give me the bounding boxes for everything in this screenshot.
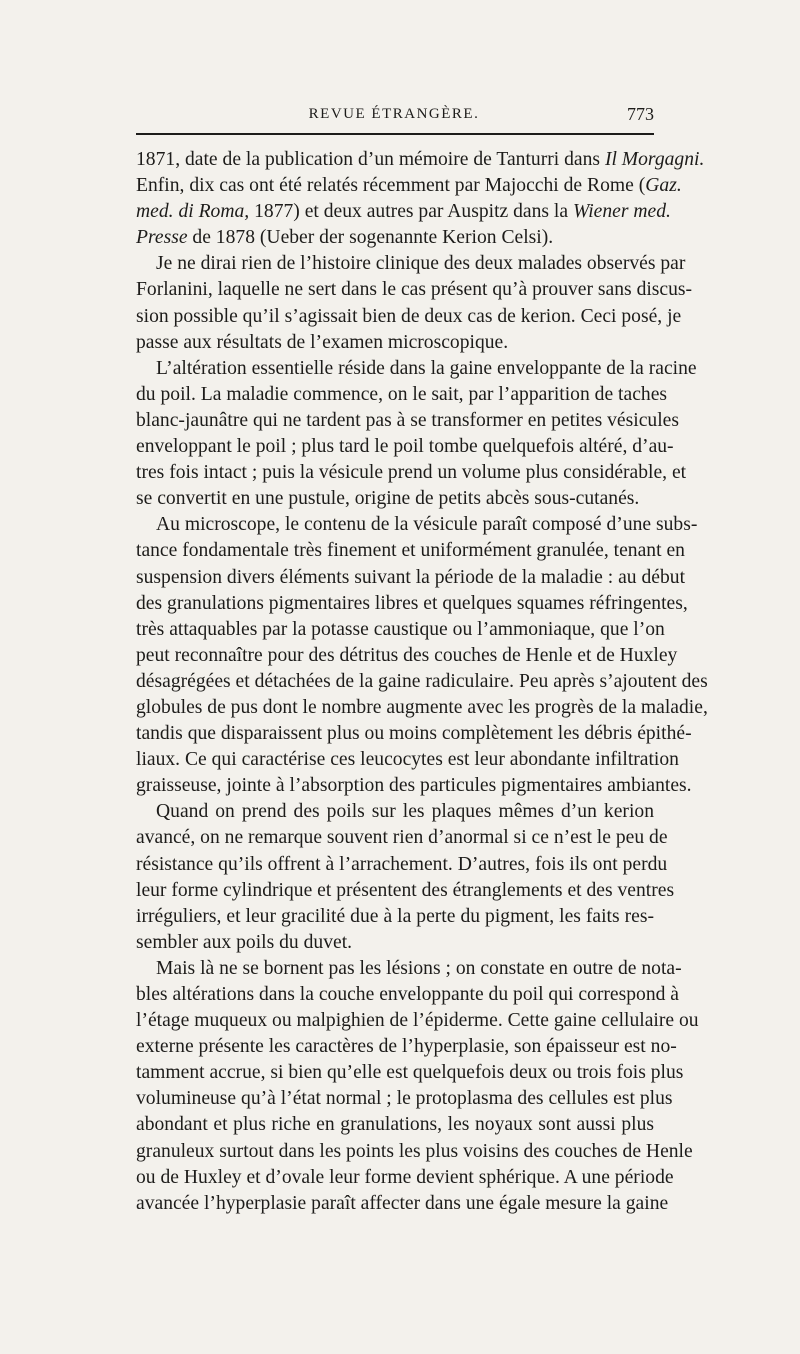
- text-line: [136, 617, 665, 643]
- text-line: [136, 930, 654, 956]
- text-run: avancé, on ne remarque souvent rien d’anormal si ce n’est le peu de: [136, 827, 668, 849]
- text-line: [136, 1112, 654, 1138]
- text-run: peut reconnaître pour des détritus des couches de Henle et de Huxley: [136, 644, 678, 666]
- text-run: des granulations pigmentaires libres et quelques squames réfringentes,: [136, 592, 688, 614]
- text-line: [136, 643, 678, 669]
- text-line: [136, 904, 654, 930]
- text-run: Quand on prend des poils sur les plaques mêmes d’un kerion: [156, 801, 654, 823]
- text-run: Au microscope, le contenu de la vésicule paraît composé d’une subs-: [156, 514, 698, 536]
- text-line: [136, 304, 682, 330]
- text-run: globules de pus dont le nombre augmente avec les progrès de la maladie,: [136, 696, 708, 718]
- body-text: [136, 147, 708, 1217]
- text-line: [136, 356, 697, 382]
- text-run: Mais là ne se bornent pas les lésions ; on constate en outre de nota-: [156, 957, 682, 979]
- text-run: tance fondamentale très finement et uniformément granulée, tenant en: [136, 540, 685, 562]
- text-line: [136, 1060, 684, 1086]
- text-line: [136, 695, 708, 721]
- paragraph: [136, 956, 699, 1217]
- page-number: 773: [627, 104, 654, 124]
- text-run: graisseuse, jointe à l’absorption des particules pigmentaires ambiantes.: [136, 775, 692, 797]
- text-run: volumineuse qu’à l’état normal ; le protoplasma des cellules est plus: [136, 1088, 673, 1110]
- text-run: de 1878 (Ueber der sogenannte Kerion Celsi).: [187, 227, 554, 249]
- text-line: [136, 1191, 669, 1217]
- text-run: Enfin, dix cas ont été relatés récemment par Majocchi de Rome (: [136, 175, 646, 197]
- text-run: abondant et plus riche en granulations, les noyaux sont aussi plus: [136, 1114, 654, 1136]
- text-line: [136, 878, 675, 904]
- text-run: granuleux surtout dans les points les plus voisins des couches de Henle: [136, 1140, 693, 1162]
- text-run: enveloppant le poil ; plus tard le poil tombe quelquefois altéré, d’au-: [136, 436, 674, 458]
- text-run: sembler aux poils du duvet.: [136, 931, 353, 953]
- running-title: REVUE ÉTRANGÈRE.: [308, 106, 480, 122]
- text-run: très attaquables par la potasse caustique ou l’ammoniaque, que l’on: [136, 618, 665, 640]
- text-line: [136, 1165, 674, 1191]
- text-run: irréguliers, et leur gracilité due à la perte du pigment, les faits res-: [136, 905, 654, 927]
- text-run: désagrégées et détachées de la gaine radiculaire. Peu après s’ajoutent des: [136, 670, 708, 692]
- text-run: tres fois intact ; puis la vésicule prend un volume plus considérable, et: [136, 462, 687, 484]
- text-run: blanc-jaunâtre qui ne tardent pas à se transformer en petites vésicules: [136, 409, 679, 431]
- text-line: [136, 460, 687, 486]
- italic-text: Gaz.: [645, 175, 682, 197]
- text-line: [136, 852, 668, 878]
- text-line: [136, 825, 668, 851]
- text-line: [136, 486, 654, 512]
- italic-text: Wiener med.: [572, 201, 671, 223]
- text-line: [136, 747, 679, 773]
- text-run: 1871, date de la publication d’un mémoire de Tanturri dans: [136, 149, 605, 170]
- text-line: [136, 565, 686, 591]
- text-line: [136, 225, 654, 251]
- text-line: [136, 382, 668, 408]
- text-run: sion possible qu’il s’agissait bien de deux cas de kerion. Ceci posé, je: [136, 305, 682, 327]
- text-line: [136, 1086, 673, 1112]
- text-line: [136, 434, 674, 460]
- text-run: Je ne dirai rien de l’histoire clinique des deux malades observés par: [156, 253, 686, 275]
- text-run: avancée l’hyperplasie paraît affecter dans une égale mesure la gaine: [136, 1192, 669, 1214]
- paragraph: [136, 512, 708, 799]
- text-line: [136, 251, 686, 277]
- text-run: leur forme cylindrique et présentent des étranglements et des ventres: [136, 879, 675, 901]
- text-line: [136, 1034, 677, 1060]
- text-line: [136, 147, 705, 173]
- paragraph: [136, 251, 693, 355]
- italic-text: Presse: [136, 227, 188, 249]
- text-line: [136, 408, 679, 434]
- text-line: [136, 512, 698, 538]
- paragraph: [136, 799, 675, 956]
- text-run: suspension divers éléments suivant la période de la maladie : au début: [136, 566, 686, 588]
- text-run: externe présente les caractères de l’hyperplasie, son épaisseur est no-: [136, 1036, 677, 1058]
- text-run: Forlanini, laquelle ne sert dans le cas présent qu’à prouver sans discus-: [136, 279, 693, 301]
- text-line: [136, 538, 685, 564]
- text-line: [136, 721, 692, 747]
- text-run: 1877) et deux autres par Auspitz dans la: [249, 201, 573, 223]
- text-run: liaux. Ce qui caractérise ces leucocytes est leur abondante infiltration: [136, 749, 679, 771]
- text-line: [136, 1008, 699, 1034]
- page-header: [134, 104, 654, 130]
- text-run: bles altérations dans la couche enveloppante du poil qui correspond à: [136, 984, 680, 1005]
- text-line: [136, 1139, 693, 1165]
- header-rule: [136, 133, 654, 135]
- text-line: [136, 330, 654, 356]
- text-run: l’étage muqueux ou malpighien de l’épiderme. Cette gaine cellulaire ou: [136, 1010, 699, 1032]
- text-run: ou de Huxley et d’ovale leur forme devient sphérique. A une période: [136, 1166, 674, 1188]
- text-line: [136, 773, 692, 799]
- text-line: [136, 199, 671, 225]
- text-run: résistance qu’ils offrent à l’arrachement. D’autres, fois ils ont perdu: [136, 853, 668, 875]
- text-line: [136, 799, 654, 825]
- paragraph: [136, 356, 697, 513]
- text-line: [136, 956, 682, 982]
- text-run: se convertit en une pustule, origine de petits abcès sous-cutanés.: [136, 488, 640, 510]
- text-run: du poil. La maladie commence, on le sait, par l’apparition de taches: [136, 383, 668, 405]
- text-line: [136, 982, 680, 1008]
- text-line: [136, 173, 682, 199]
- text-run: L’altération essentielle réside dans la gaine enveloppante de la racine: [156, 357, 697, 379]
- text-line: [136, 669, 708, 695]
- italic-text: med. di Roma,: [136, 201, 250, 223]
- text-run: tamment accrue, si bien qu’elle est quelquefois deux ou trois fois plus: [136, 1062, 684, 1084]
- text-line: [136, 277, 693, 303]
- italic-text: Il Morgagni.: [604, 149, 705, 170]
- text-run: tandis que disparaissent plus ou moins complètement les débris épithé-: [136, 723, 692, 745]
- paragraph: [136, 147, 705, 251]
- text-run: passe aux résultats de l’examen microscopique.: [136, 331, 509, 353]
- text-line: [136, 591, 688, 617]
